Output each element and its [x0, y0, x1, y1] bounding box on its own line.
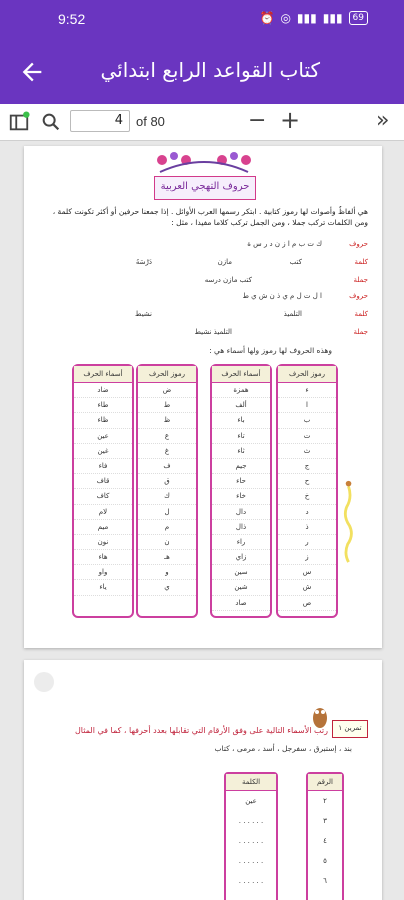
table-cell: ص: [278, 596, 336, 611]
table-cell: ض: [138, 383, 196, 398]
table-cell: خاء: [212, 489, 270, 504]
table-cell: حاء: [212, 474, 270, 489]
table-cell: ث: [278, 444, 336, 459]
column-header: رموز الحرف: [278, 366, 336, 383]
signal-icon: ▮▮▮: [322, 11, 343, 25]
table-cell: عين: [245, 797, 257, 805]
row-label: جملة: [353, 328, 368, 336]
table-cell: صاد: [212, 596, 270, 611]
table-cell: فاء: [74, 459, 132, 474]
alarm-icon: ⏰: [259, 11, 275, 25]
table-cell: دال: [212, 505, 270, 520]
column-header: أسماء الحرف: [212, 366, 270, 383]
table-cell: شين: [212, 580, 270, 595]
names-column: [210, 364, 272, 618]
table-cell: زاي: [212, 550, 270, 565]
table-cell: ش: [278, 580, 336, 595]
table-cell: ذ: [278, 520, 336, 535]
number-column: [306, 772, 344, 900]
sidebar-toggle-icon[interactable]: [8, 111, 30, 133]
signal-icon: ▮▮▮: [296, 11, 317, 25]
row-label: حروف: [349, 240, 368, 248]
word-item: مازن: [217, 258, 232, 266]
sentence: كتب مازن درسه: [204, 276, 252, 284]
table-cell: . . . . . .: [238, 877, 264, 885]
document-viewer[interactable]: [0, 140, 404, 900]
letters-column: [276, 364, 338, 618]
column-header: الرقم: [308, 774, 342, 791]
column-header: رموز الحرف: [138, 366, 196, 383]
app-bar: [0, 38, 404, 104]
table-cell: ق: [138, 474, 196, 489]
table-cell: ف: [138, 459, 196, 474]
table-cell: قاف: [74, 474, 132, 489]
table-cell: نون: [74, 535, 132, 550]
table-cell: واو: [74, 565, 132, 580]
table-cell: ثاء: [212, 444, 270, 459]
table-cell: ذال: [212, 520, 270, 535]
column-header: أسماء الحرف: [74, 366, 132, 383]
table-cell: ٣: [323, 817, 327, 825]
table-cell: ٤: [323, 837, 327, 845]
table-cell: عين: [74, 429, 132, 444]
word-item: نشيط: [135, 310, 152, 318]
table-cell: هاء: [74, 550, 132, 565]
table-cell: طاء: [74, 398, 132, 413]
table-cell: ٢: [323, 797, 327, 805]
table-cell: م: [138, 520, 196, 535]
status-time: 9:52: [58, 11, 86, 27]
search-icon[interactable]: [40, 111, 62, 133]
table-cell: ب: [278, 413, 336, 428]
table-cell: كاف: [74, 489, 132, 504]
table-cell: لام: [74, 505, 132, 520]
table-cell: غ: [138, 444, 196, 459]
table-cell: ز: [278, 550, 336, 565]
table-cell: سين: [212, 565, 270, 580]
status-icons: [259, 11, 368, 25]
table-cell: . . . . . .: [238, 817, 264, 825]
page-corner-icon: [34, 672, 54, 692]
table-cell: ج: [278, 459, 336, 474]
pdf-page: [24, 146, 382, 648]
vine-decoration-icon: [342, 446, 356, 596]
intro-paragraph: هي ألفاظٌ وأصوات لها رموز كتابية . ابتكر رسمها العرب الأوائل . إذا جمعنا حرفين أو أكثر تكونت كلمة ، ومن الكلمات تركب جملا ، ومن الجمل تركب كلاما مفيدا ، مثل :: [52, 207, 368, 227]
table-cell: ظ: [138, 413, 196, 428]
letters-column: [136, 364, 198, 618]
table-cell: ياء: [74, 580, 132, 595]
table-cell: همزة: [212, 383, 270, 398]
pdf-page: [24, 660, 382, 900]
table-cell: ضاد: [74, 383, 132, 398]
names-column: [72, 364, 134, 618]
table-cell: هـ: [138, 550, 196, 565]
battery-icon: 69: [349, 11, 368, 25]
table-cell: باء: [212, 413, 270, 428]
table-cell: غين: [74, 444, 132, 459]
exercise-instruction: رتب الأسماء التالية على وفق الأرقام التي تقابلها بعدد أحرفها ، كما في المثال: [74, 726, 328, 735]
table-cell: ألف: [212, 398, 270, 413]
table-cell: س: [278, 565, 336, 580]
table-cell: ٦: [323, 877, 327, 885]
table-cell: ط: [138, 398, 196, 413]
exercise-words: بند ، إستبرق ، سفرجل ، أسد ، مرمى ، كتاب: [214, 744, 352, 753]
zoom-in-button[interactable]: +: [280, 106, 301, 134]
table-cell: جيم: [212, 459, 270, 474]
table-cell: ا: [278, 398, 336, 413]
status-bar: [0, 0, 404, 38]
exercise-tag-label: تمرين: [344, 724, 362, 732]
sentence: التلميذ نشيط: [194, 328, 232, 336]
row-label: كلمة: [354, 258, 368, 266]
table-cell: . . . . . .: [238, 857, 264, 865]
exercise-tag-number: ١: [338, 724, 343, 732]
table-cell: ٥: [323, 857, 327, 865]
table-cell: ء: [278, 383, 336, 398]
more-tools-icon[interactable]: »: [376, 108, 390, 133]
page-number-input[interactable]: 4: [70, 110, 130, 132]
table-cell: ع: [138, 429, 196, 444]
word-item: التلميذ: [283, 310, 302, 318]
back-arrow-icon[interactable]: [18, 58, 46, 86]
row-label: حروف: [349, 292, 368, 300]
sync-icon: ◎: [280, 11, 291, 25]
table-cell: ح: [278, 474, 336, 489]
table-cell: ي: [138, 580, 196, 595]
table-cell: ل: [138, 505, 196, 520]
letters-line: ا ل ت ل م ي ذ ن ش ي ط: [242, 292, 322, 300]
row-label: كلمة: [354, 310, 368, 318]
table-cell: خ: [278, 489, 336, 504]
table-cell: تاء: [212, 429, 270, 444]
page-heading: حروف التهجي العربية: [154, 176, 256, 200]
column-header: الكلمة: [226, 774, 276, 791]
exercise-tag: [332, 720, 368, 738]
table-cell: ن: [138, 535, 196, 550]
zoom-out-button[interactable]: −: [248, 108, 267, 133]
letters-line: ك ت ب م ا ز ن د ر س ة: [247, 240, 322, 248]
word-item: كتب: [289, 258, 302, 266]
table-cell: د: [278, 505, 336, 520]
page-count-label: of 80: [136, 114, 165, 129]
table-caption: وهذه الحروف لها رموز ولها أسماء هي :: [209, 346, 332, 355]
word-column: [224, 772, 278, 900]
table-cell: و: [138, 565, 196, 580]
table-cell: ك: [138, 489, 196, 504]
table-cell: ر: [278, 535, 336, 550]
table-cell: ظاء: [74, 413, 132, 428]
table-cell: ميم: [74, 520, 132, 535]
word-item: دَرْسَهُ: [135, 258, 152, 266]
table-cell: ت: [278, 429, 336, 444]
pdf-toolbar: [0, 104, 404, 141]
row-label: جملة: [353, 276, 368, 284]
table-cell: راء: [212, 535, 270, 550]
table-cell: . . . . . .: [238, 837, 264, 845]
document-title: كتاب القواعد الرابع ابتدائي: [100, 58, 320, 82]
